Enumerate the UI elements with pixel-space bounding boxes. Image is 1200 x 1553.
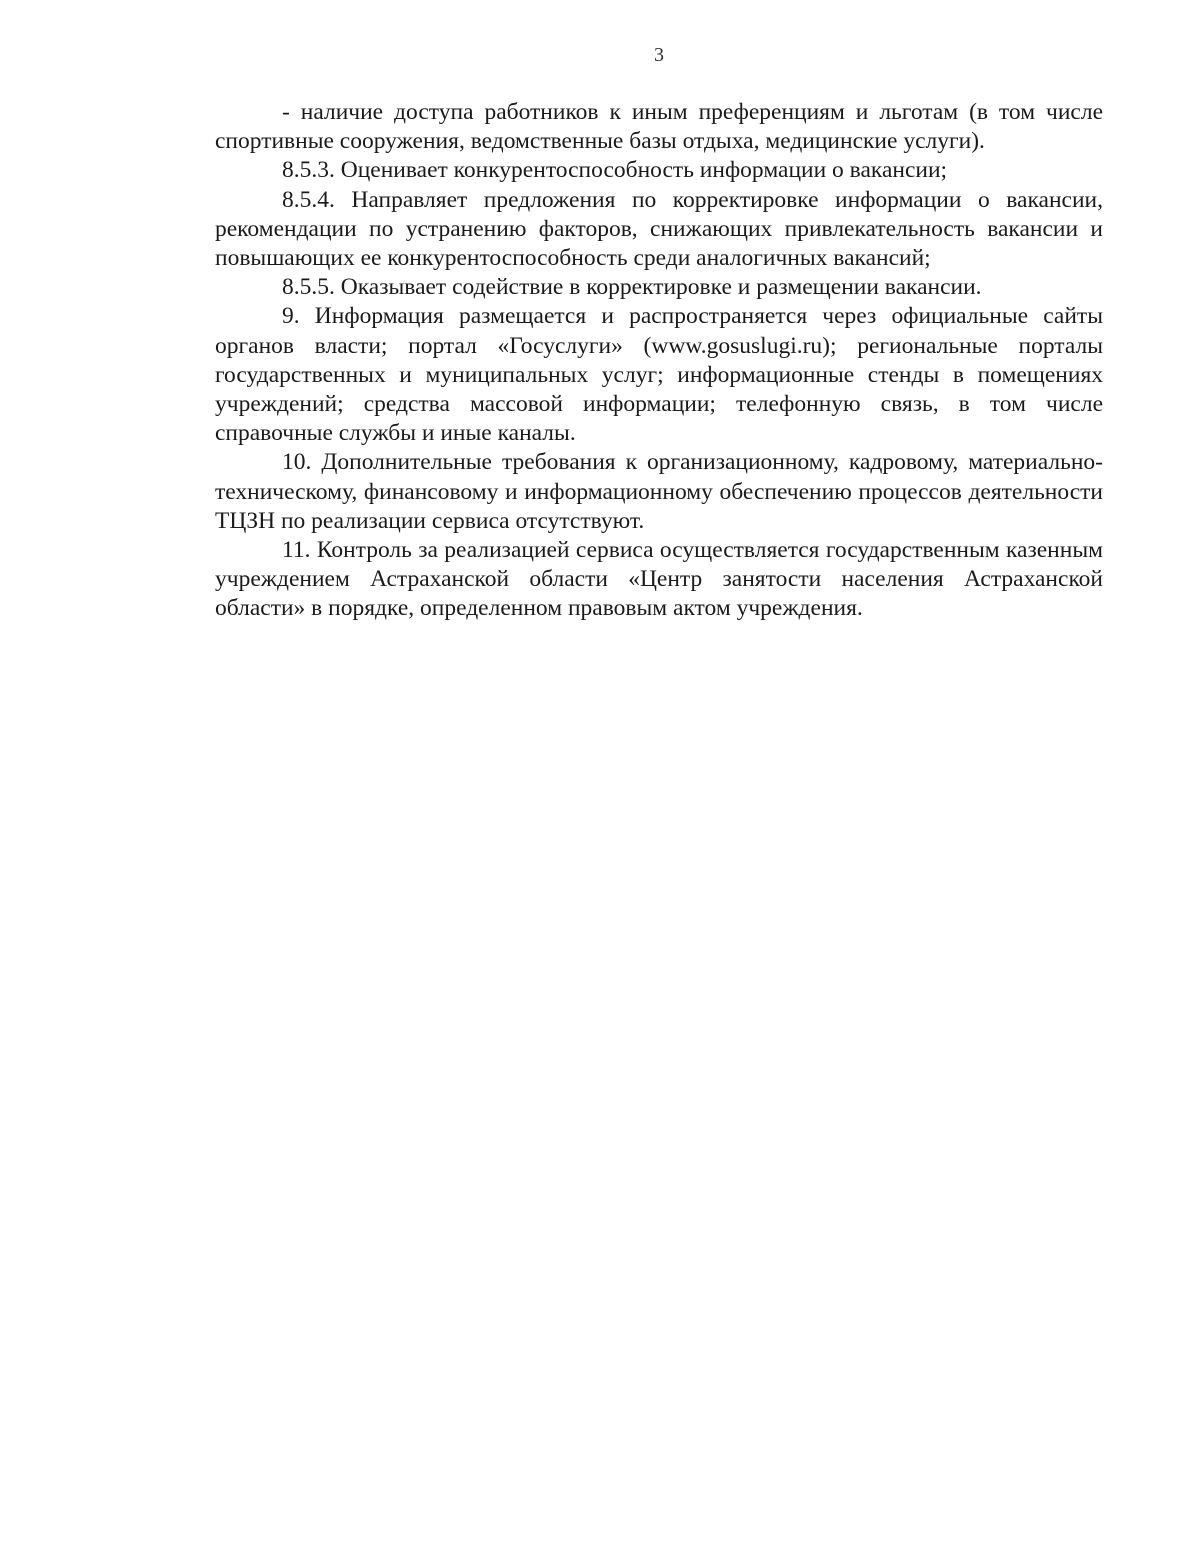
paragraph-8-5-4: 8.5.4. Направляет предложения по корректировке информации о вакансии, рекомендации по устранению факторов, снижающих привлекательность вакансии и повышающих ее конкурентоспособность среди аналогичных вакансий; — [215, 186, 1103, 272]
document-body — [215, 98, 1103, 624]
paragraph-11: 11. Контроль за реализацией сервиса осуществляется государственным казенным учреждением Астраханской области «Центр занятости населения Астраханской области» в порядке, определенном правовым актом учреждения. — [215, 537, 1103, 622]
paragraph-9: 9. Информация размещается и распространяется через официальные сайты органов власти; портал «Госуслуги» (www.gosuslugi.ru); региональные порталы государственных и муниципальных услуг; информационные стенды в помещениях учреждений; средства массовой информации; телефонную связь, в том числе справочные службы и иные каналы. — [215, 303, 1103, 447]
paragraph-8-5-5: 8.5.5. Оказывает содействие в корректировке и размещении вакансии. — [282, 274, 982, 301]
paragraph-8-5-3: 8.5.3. Оценивает конкурентоспособность информации о вакансии; — [282, 157, 948, 184]
paragraph-10: 10. Дополнительные требования к организационному, кадровому, материально-техническому, финансовому и информационному обеспечению процессов деятельности ТЦЗН по реализации сервиса отсутствуют. — [215, 449, 1103, 534]
paragraph-preferences: - наличие доступа работников к иным преференциям и льготам (в том числе спортивные сооружения, ведомственные базы отдыха, медицинские услуги). — [215, 99, 1103, 155]
page-number: 3 — [654, 44, 664, 66]
